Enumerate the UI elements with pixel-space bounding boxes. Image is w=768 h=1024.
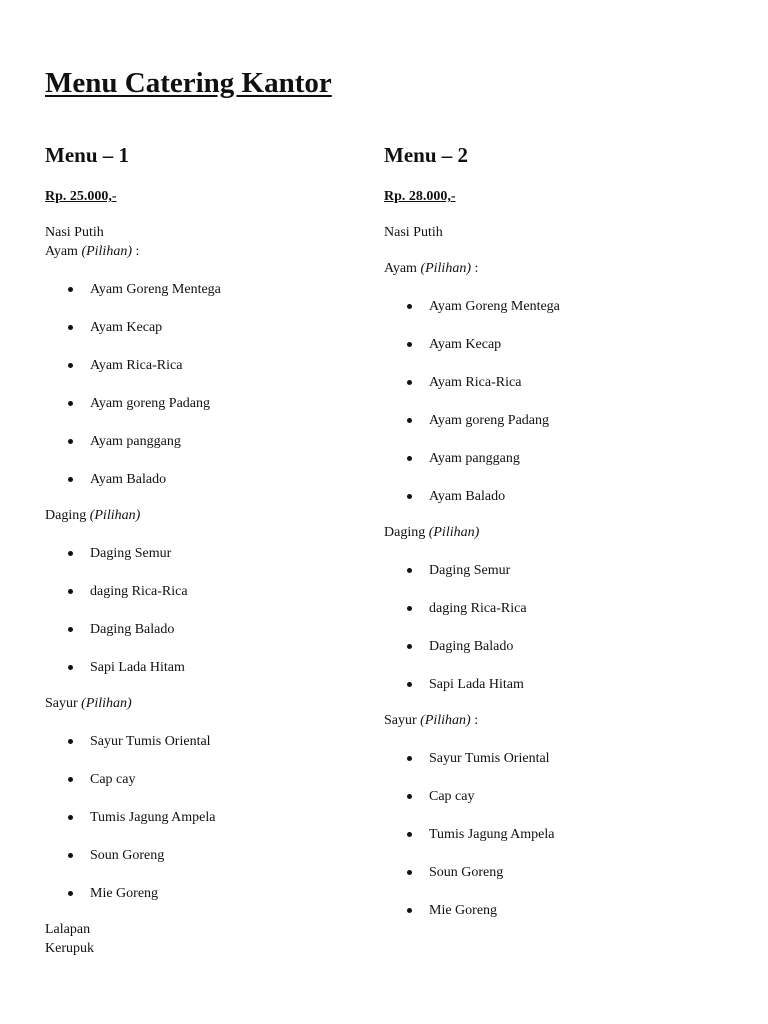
bullet-icon xyxy=(407,644,412,649)
list-item: Ayam goreng Padang xyxy=(45,394,365,413)
list-item: Ayam Kecap xyxy=(384,335,704,354)
section-label-suffix: : xyxy=(470,713,479,728)
menu-1-column xyxy=(45,141,365,958)
menu-heading: Menu – 1 xyxy=(45,143,129,167)
bullet-icon xyxy=(407,456,412,461)
section-label-suffix: : xyxy=(131,244,140,259)
bullet-icon xyxy=(68,627,73,632)
list-item: Sapi Lada Hitam xyxy=(45,658,365,677)
bullet-icon xyxy=(68,665,73,670)
sayur-list xyxy=(384,749,704,920)
section-label-text: Ayam xyxy=(384,261,417,276)
section-choice-text: (Pilihan) xyxy=(420,261,471,276)
list-item: Mie Goreng xyxy=(384,901,704,920)
ayam-list xyxy=(384,297,704,506)
list-item: Ayam panggang xyxy=(45,432,365,451)
ayam-section-label xyxy=(45,242,365,261)
list-item: Daging Semur xyxy=(45,544,365,563)
list-item: Tumis Jagung Ampela xyxy=(45,808,365,827)
list-item: Mie Goreng xyxy=(45,884,365,903)
list-item: Ayam goreng Padang xyxy=(384,411,704,430)
section-label-text: Sayur xyxy=(45,696,78,711)
sayur-section-label xyxy=(45,694,365,713)
bullet-icon xyxy=(407,832,412,837)
list-item: Ayam Goreng Mentega xyxy=(45,280,365,299)
bullet-icon xyxy=(407,756,412,761)
bullet-icon xyxy=(68,815,73,820)
list-item: Daging Balado xyxy=(45,620,365,639)
daging-section-label xyxy=(384,523,704,542)
list-item: Ayam panggang xyxy=(384,449,704,468)
bullet-icon xyxy=(68,363,73,368)
bullet-icon xyxy=(68,477,73,482)
sayur-section-label xyxy=(384,711,704,730)
list-item: Cap cay xyxy=(45,770,365,789)
list-item: Soun Goreng xyxy=(384,863,704,882)
bullet-icon xyxy=(407,304,412,309)
bullet-icon xyxy=(407,494,412,499)
ayam-section-label xyxy=(384,259,704,278)
bullet-icon xyxy=(68,325,73,330)
bullet-icon xyxy=(407,568,412,573)
list-item: Ayam Goreng Mentega xyxy=(384,297,704,316)
bullet-icon xyxy=(407,908,412,913)
list-item: Sapi Lada Hitam xyxy=(384,675,704,694)
menu-price: Rp. 28.000,- xyxy=(384,189,456,204)
daging-section-label xyxy=(45,506,365,525)
bullet-icon xyxy=(68,401,73,406)
bullet-icon xyxy=(68,891,73,896)
bullet-icon xyxy=(407,606,412,611)
bullet-icon xyxy=(407,794,412,799)
nasi-line: Nasi Putih xyxy=(45,225,104,240)
menu-price: Rp. 25.000,- xyxy=(45,189,117,204)
bullet-icon xyxy=(68,853,73,858)
section-choice-text: (Pilihan) xyxy=(420,713,471,728)
section-label-text: Sayur xyxy=(384,713,417,728)
section-choice-text: (Pilihan) xyxy=(81,696,132,711)
bullet-icon xyxy=(407,342,412,347)
bullet-icon xyxy=(68,777,73,782)
list-item: Tumis Jagung Ampela xyxy=(384,825,704,844)
daging-list xyxy=(384,561,704,694)
bullet-icon xyxy=(407,870,412,875)
list-item: Ayam Balado xyxy=(45,470,365,489)
bullet-icon xyxy=(68,589,73,594)
list-item: Soun Goreng xyxy=(45,846,365,865)
list-item: Ayam Rica-Rica xyxy=(384,373,704,392)
list-item: Ayam Rica-Rica xyxy=(45,356,365,375)
list-item: Daging Balado xyxy=(384,637,704,656)
list-item: Sayur Tumis Oriental xyxy=(45,732,365,751)
sayur-list xyxy=(45,732,365,903)
extra-kerupuk: Kerupuk xyxy=(45,941,94,956)
list-item: Ayam Kecap xyxy=(45,318,365,337)
section-label-text: Ayam xyxy=(45,244,78,259)
list-item: Ayam Balado xyxy=(384,487,704,506)
page-title: Menu Catering Kantor xyxy=(45,67,332,99)
menu-2-column xyxy=(384,141,704,920)
ayam-list xyxy=(45,280,365,489)
bullet-icon xyxy=(68,439,73,444)
list-item: daging Rica-Rica xyxy=(384,599,704,618)
bullet-icon xyxy=(68,551,73,556)
section-label-suffix: : xyxy=(470,261,479,276)
bullet-icon xyxy=(407,380,412,385)
bullet-icon xyxy=(407,682,412,687)
section-choice-text: (Pilihan) xyxy=(428,525,480,540)
section-choice-text: (Pilihan) xyxy=(89,508,141,523)
bullet-icon xyxy=(68,739,73,744)
list-item: Cap cay xyxy=(384,787,704,806)
section-choice-text: (Pilihan) xyxy=(81,244,132,259)
extra-lalapan: Lalapan xyxy=(45,922,91,937)
menu-heading: Menu – 2 xyxy=(384,143,468,167)
bullet-icon xyxy=(407,418,412,423)
section-label-text: Daging xyxy=(384,525,426,540)
bullet-icon xyxy=(68,287,73,292)
nasi-line: Nasi Putih xyxy=(384,225,443,240)
list-item: Daging Semur xyxy=(384,561,704,580)
list-item: Sayur Tumis Oriental xyxy=(384,749,704,768)
list-item: daging Rica-Rica xyxy=(45,582,365,601)
daging-list xyxy=(45,544,365,677)
section-label-text: Daging xyxy=(45,508,87,523)
